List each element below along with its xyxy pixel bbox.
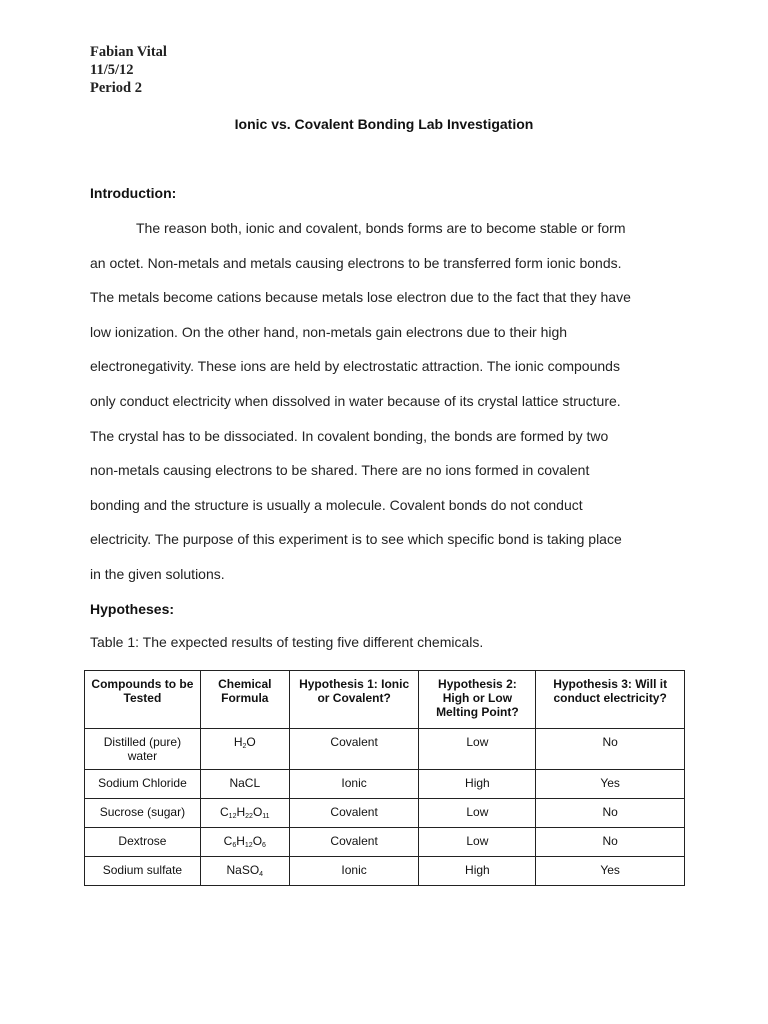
formula-symbol: C xyxy=(220,805,229,819)
paragraph-line: in the given solutions. xyxy=(90,565,225,582)
report-date: 11/5/12 xyxy=(90,62,134,78)
formula-cell xyxy=(200,729,289,770)
formula-symbol: H xyxy=(236,805,246,819)
paragraph-line: an octet. Non-metals and metals causing electrons to be transferred form ionic bonds. xyxy=(90,254,622,271)
paragraph-line: low ionization. On the other hand, non-metals gain electrons due to their high xyxy=(90,323,568,340)
table-caption: Table 1: The expected results of testing five different chemicals. xyxy=(90,634,484,650)
introduction-heading: Introduction: xyxy=(90,185,177,201)
formula-symbol: O xyxy=(252,805,263,819)
formula-cell xyxy=(200,857,289,886)
formula-cell xyxy=(200,770,289,799)
column-header: Hypothesis 1: Ionic or Covalent? xyxy=(289,671,419,729)
document-title: Ionic vs. Covalent Bonding Lab Investigation xyxy=(234,116,534,132)
column-header: Chemical Formula xyxy=(200,671,289,729)
paragraph-line: The crystal has to be dissociated. In covalent bonding, the bonds are formed by two xyxy=(90,427,609,444)
formula-symbol: NaCL xyxy=(229,776,261,790)
bond-type-cell: Covalent xyxy=(289,729,419,770)
introduction-paragraph xyxy=(90,211,680,592)
formula-subscript: 6 xyxy=(262,842,266,849)
formula-symbol: H xyxy=(233,735,243,749)
formula-subscript: 2 xyxy=(242,743,247,750)
formula-symbol: NaSO xyxy=(226,863,260,877)
formula-subscript: 22 xyxy=(245,813,253,820)
melting-point-cell: High xyxy=(419,857,536,886)
table-row xyxy=(85,729,685,770)
paragraph-line: The reason both, ionic and covalent, bonds forms are to become stable or form xyxy=(136,220,626,236)
conductivity-cell: Yes xyxy=(536,857,685,886)
conductivity-cell: Yes xyxy=(536,770,685,799)
column-header: Hypothesis 2: High or Low Melting Point? xyxy=(419,671,536,729)
formula-symbol: O xyxy=(252,834,263,848)
melting-point-cell: Low xyxy=(419,828,536,857)
melting-point-cell: High xyxy=(419,770,536,799)
hypotheses-heading: Hypotheses: xyxy=(90,601,175,617)
hypotheses-table xyxy=(84,670,685,886)
compound-cell: Sucrose (sugar) xyxy=(85,799,201,828)
formula-cell xyxy=(200,799,289,828)
formula-symbol: H xyxy=(236,834,245,848)
bond-type-cell: Ionic xyxy=(289,770,419,799)
formula-subscript: 12 xyxy=(228,813,237,820)
paragraph-line: electronegativity. These ions are held by electrostatic attraction. The ionic compounds xyxy=(90,358,620,375)
formula-symbol: C xyxy=(223,834,233,848)
table-header-row xyxy=(85,671,685,729)
formula-subscript: 6 xyxy=(232,842,237,849)
formula-subscript: 12 xyxy=(244,842,253,849)
table-row xyxy=(85,799,685,828)
melting-point-cell: Low xyxy=(419,799,536,828)
formula-symbol: O xyxy=(246,735,256,749)
student-header xyxy=(90,43,167,97)
compound-cell: Dextrose xyxy=(85,828,201,857)
formula-cell xyxy=(200,828,289,857)
column-header: Hypothesis 3: Will it conduct electricity? xyxy=(536,671,685,729)
paragraph-line: bonding and the structure is usually a molecule. Covalent bonds do not conduct xyxy=(90,496,583,513)
compound-cell: Distilled (pure) water xyxy=(85,729,201,770)
compound-cell: Sodium sulfate xyxy=(85,857,201,886)
melting-point-cell: Low xyxy=(419,729,536,770)
conductivity-cell: No xyxy=(536,828,685,857)
student-name: Fabian Vital xyxy=(90,44,167,60)
paragraph-line: electricity. The purpose of this experiment is to see which specific bond is taking place xyxy=(90,531,622,548)
class-period: Period 2 xyxy=(90,80,142,96)
table-row xyxy=(85,857,685,886)
bond-type-cell: Covalent xyxy=(289,828,419,857)
formula-subscript: 11 xyxy=(262,813,270,820)
compound-cell: Sodium Chloride xyxy=(85,770,201,799)
conductivity-cell: No xyxy=(536,799,685,828)
table-row xyxy=(85,770,685,799)
paragraph-line: The metals become cations because metals lose electron due to the fact that they have xyxy=(90,289,631,306)
table-row xyxy=(85,828,685,857)
bond-type-cell: Ionic xyxy=(289,857,419,886)
bond-type-cell: Covalent xyxy=(289,799,419,828)
paragraph-line: non-metals causing electrons to be shared. There are no ions formed in covalent xyxy=(90,462,590,479)
column-header: Compounds to be Tested xyxy=(85,671,201,729)
formula-subscript: 4 xyxy=(259,871,264,878)
paragraph-line: only conduct electricity when dissolved in water because of its crystal lattice structure. xyxy=(90,392,621,409)
conductivity-cell: No xyxy=(536,729,685,770)
